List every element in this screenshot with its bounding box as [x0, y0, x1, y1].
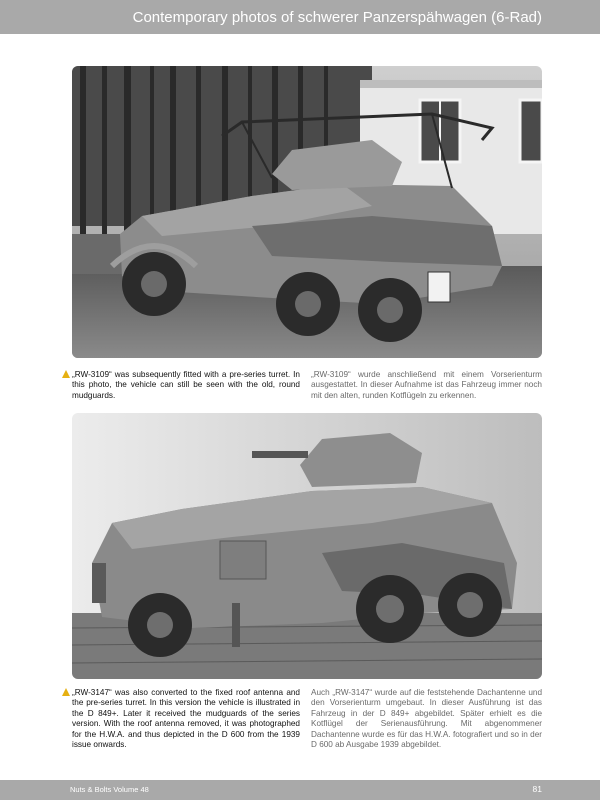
page-header [0, 0, 600, 34]
caption-german-1: „RW-3109“ wurde anschließend mit einem Vorserienturm ausgestattet. In dieser Aufnahme ist das Fahrzeug immer noch mit den alten, runden Kotflügeln zu erkennen. [311, 370, 542, 400]
caption-german-2: Auch „RW-3147“ wurde auf die feststehende Dachantenne und den Vorserienturm umgebaut. In dieser Ausführung ist das Fahrzeug in der D 849+ abgebildet. Später erhielt es die Kotflügel der Serienausführung. Mit abgenommener Dachantenne wurde es für das H.W.A. fotografiert und so in der D 600 ab Ausgabe 1939 abgebildet. [311, 688, 542, 750]
page-title: Contemporary photos of schwerer Panzerspähwagen (6-Rad) [132, 9, 542, 26]
caption-english-1: „RW-3109“ was subsequently fitted with a pre-series turret. In this photo, the vehicle can still be seen with the old, round mudguards. [72, 370, 300, 400]
caption-marker-icon [62, 370, 70, 378]
caption-marker-icon [62, 688, 70, 696]
page-footer [0, 780, 600, 800]
publication-name: Nuts & Bolts Volume 48 [70, 785, 149, 794]
photo-rw-3147 [72, 413, 542, 679]
photo-rw-3109 [72, 66, 542, 358]
caption-english-2: „RW-3147“ was also converted to the fixed roof antenna and the pre-series turret. In this version the vehicle is illustrated in the D 849+. Later it received the mudguards of the series version. With the roof antenna removed, it was photographed for the H.W.A. and thus depicted in the D 600 from the 1939 issue onwards. [72, 688, 300, 750]
page-number: 81 [532, 784, 542, 794]
